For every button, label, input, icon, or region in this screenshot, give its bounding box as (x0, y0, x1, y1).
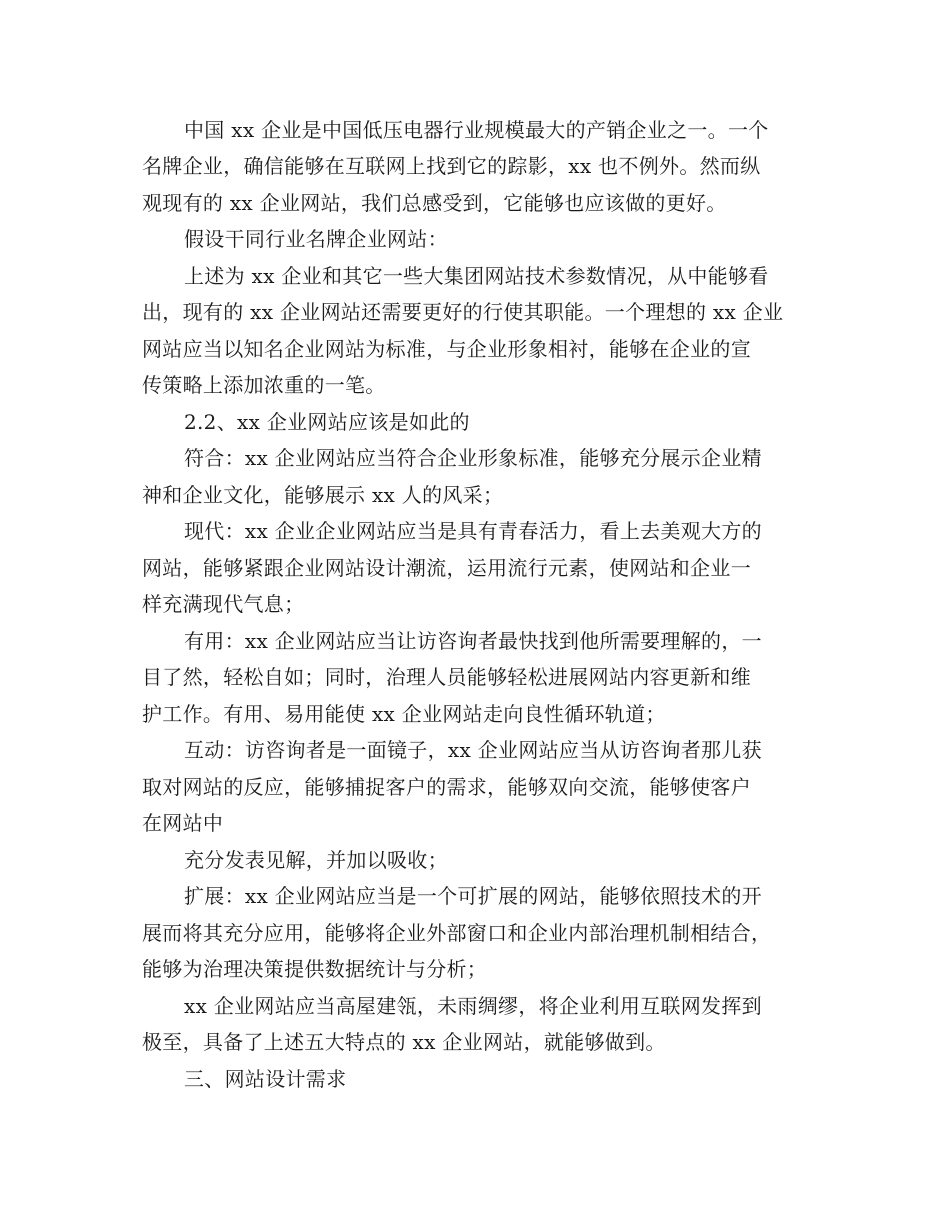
text-line: 样充满现代气息； (142, 592, 305, 616)
text-line: 在网站中 (142, 811, 224, 835)
text-line: 充分发表见解，并加以吸收； (184, 848, 448, 872)
text-line: 展而将其充分应用，能够将企业外部窗口和企业内部治理机制相结合， (142, 921, 772, 945)
text-line: 符合：xx 企业网站应当符合企业形象标准，能够充分展示企业精 (184, 446, 762, 470)
text-line: 神和企业文化，能够展示 xx 人的风采； (142, 483, 504, 507)
text-line: 现代：xx 企业企业网站应当是具有青春活力，看上去美观大方的 (184, 519, 762, 543)
text-line: xx 企业网站应当高屋建瓴，未雨绸缪，将企业利用互联网发挥到 (184, 994, 762, 1018)
text-line: 假设干同行业名牌企业网站： (184, 227, 448, 251)
text-line: 互动：访咨询者是一面镜子，xx 企业网站应当从访咨询者那儿获 (184, 738, 762, 762)
text-line: 扩展：xx 企业网站应当是一个可扩展的网站，能够依照技术的开 (184, 884, 762, 908)
text-line: 能够为治理决策提供数据统计与分析； (142, 957, 488, 981)
text-line: 目了然，轻松自如；同时，治理人员能够轻松进展网站内容更新和维 (142, 665, 751, 689)
text-line: 护工作。有用、易用能使 xx 企业网站走向良性循环轨道； (142, 702, 666, 726)
text-line: 网站应当以知名企业网站为标准，与企业形象相衬，能够在企业的宣 (142, 337, 751, 361)
text-line: 网站，能够紧跟企业网站设计潮流，运用流行元素，使网站和企业一 (142, 556, 751, 580)
text-line: 观现有的 xx 企业网站，我们总感受到，它能够也应该做的更好。 (142, 191, 727, 215)
text-line: 取对网站的反应，能够捕捉客户的需求，能够双向交流，能够使客户 (142, 775, 751, 799)
text-line: 上述为 xx 企业和其它一些大集团网站技术参数情况，从中能够看 (184, 264, 769, 288)
text-line: 极至，具备了上述五大特点的 xx 企业网站，就能够做到。 (142, 1030, 666, 1054)
text-line: 名牌企业，确信能够在互联网上找到它的踪影，xx 也不例外。然而纵 (142, 154, 761, 178)
text-line: 中国 xx 企业是中国低压电器行业规模最大的产销企业之一。一个 (184, 118, 769, 142)
section-heading: 三、网站设计需求 (184, 1067, 347, 1091)
section-heading: 2.2、xx 企业网站应该是如此的 (184, 410, 470, 434)
text-line: 传策略上添加浓重的一笔。 (142, 373, 386, 397)
text-line: 有用：xx 企业网站应当让访咨询者最快找到他所需要理解的，一 (184, 629, 762, 653)
text-line: 出，现有的 xx 企业网站还需要更好的行使其职能。一个理想的 xx 企业 (142, 300, 784, 324)
